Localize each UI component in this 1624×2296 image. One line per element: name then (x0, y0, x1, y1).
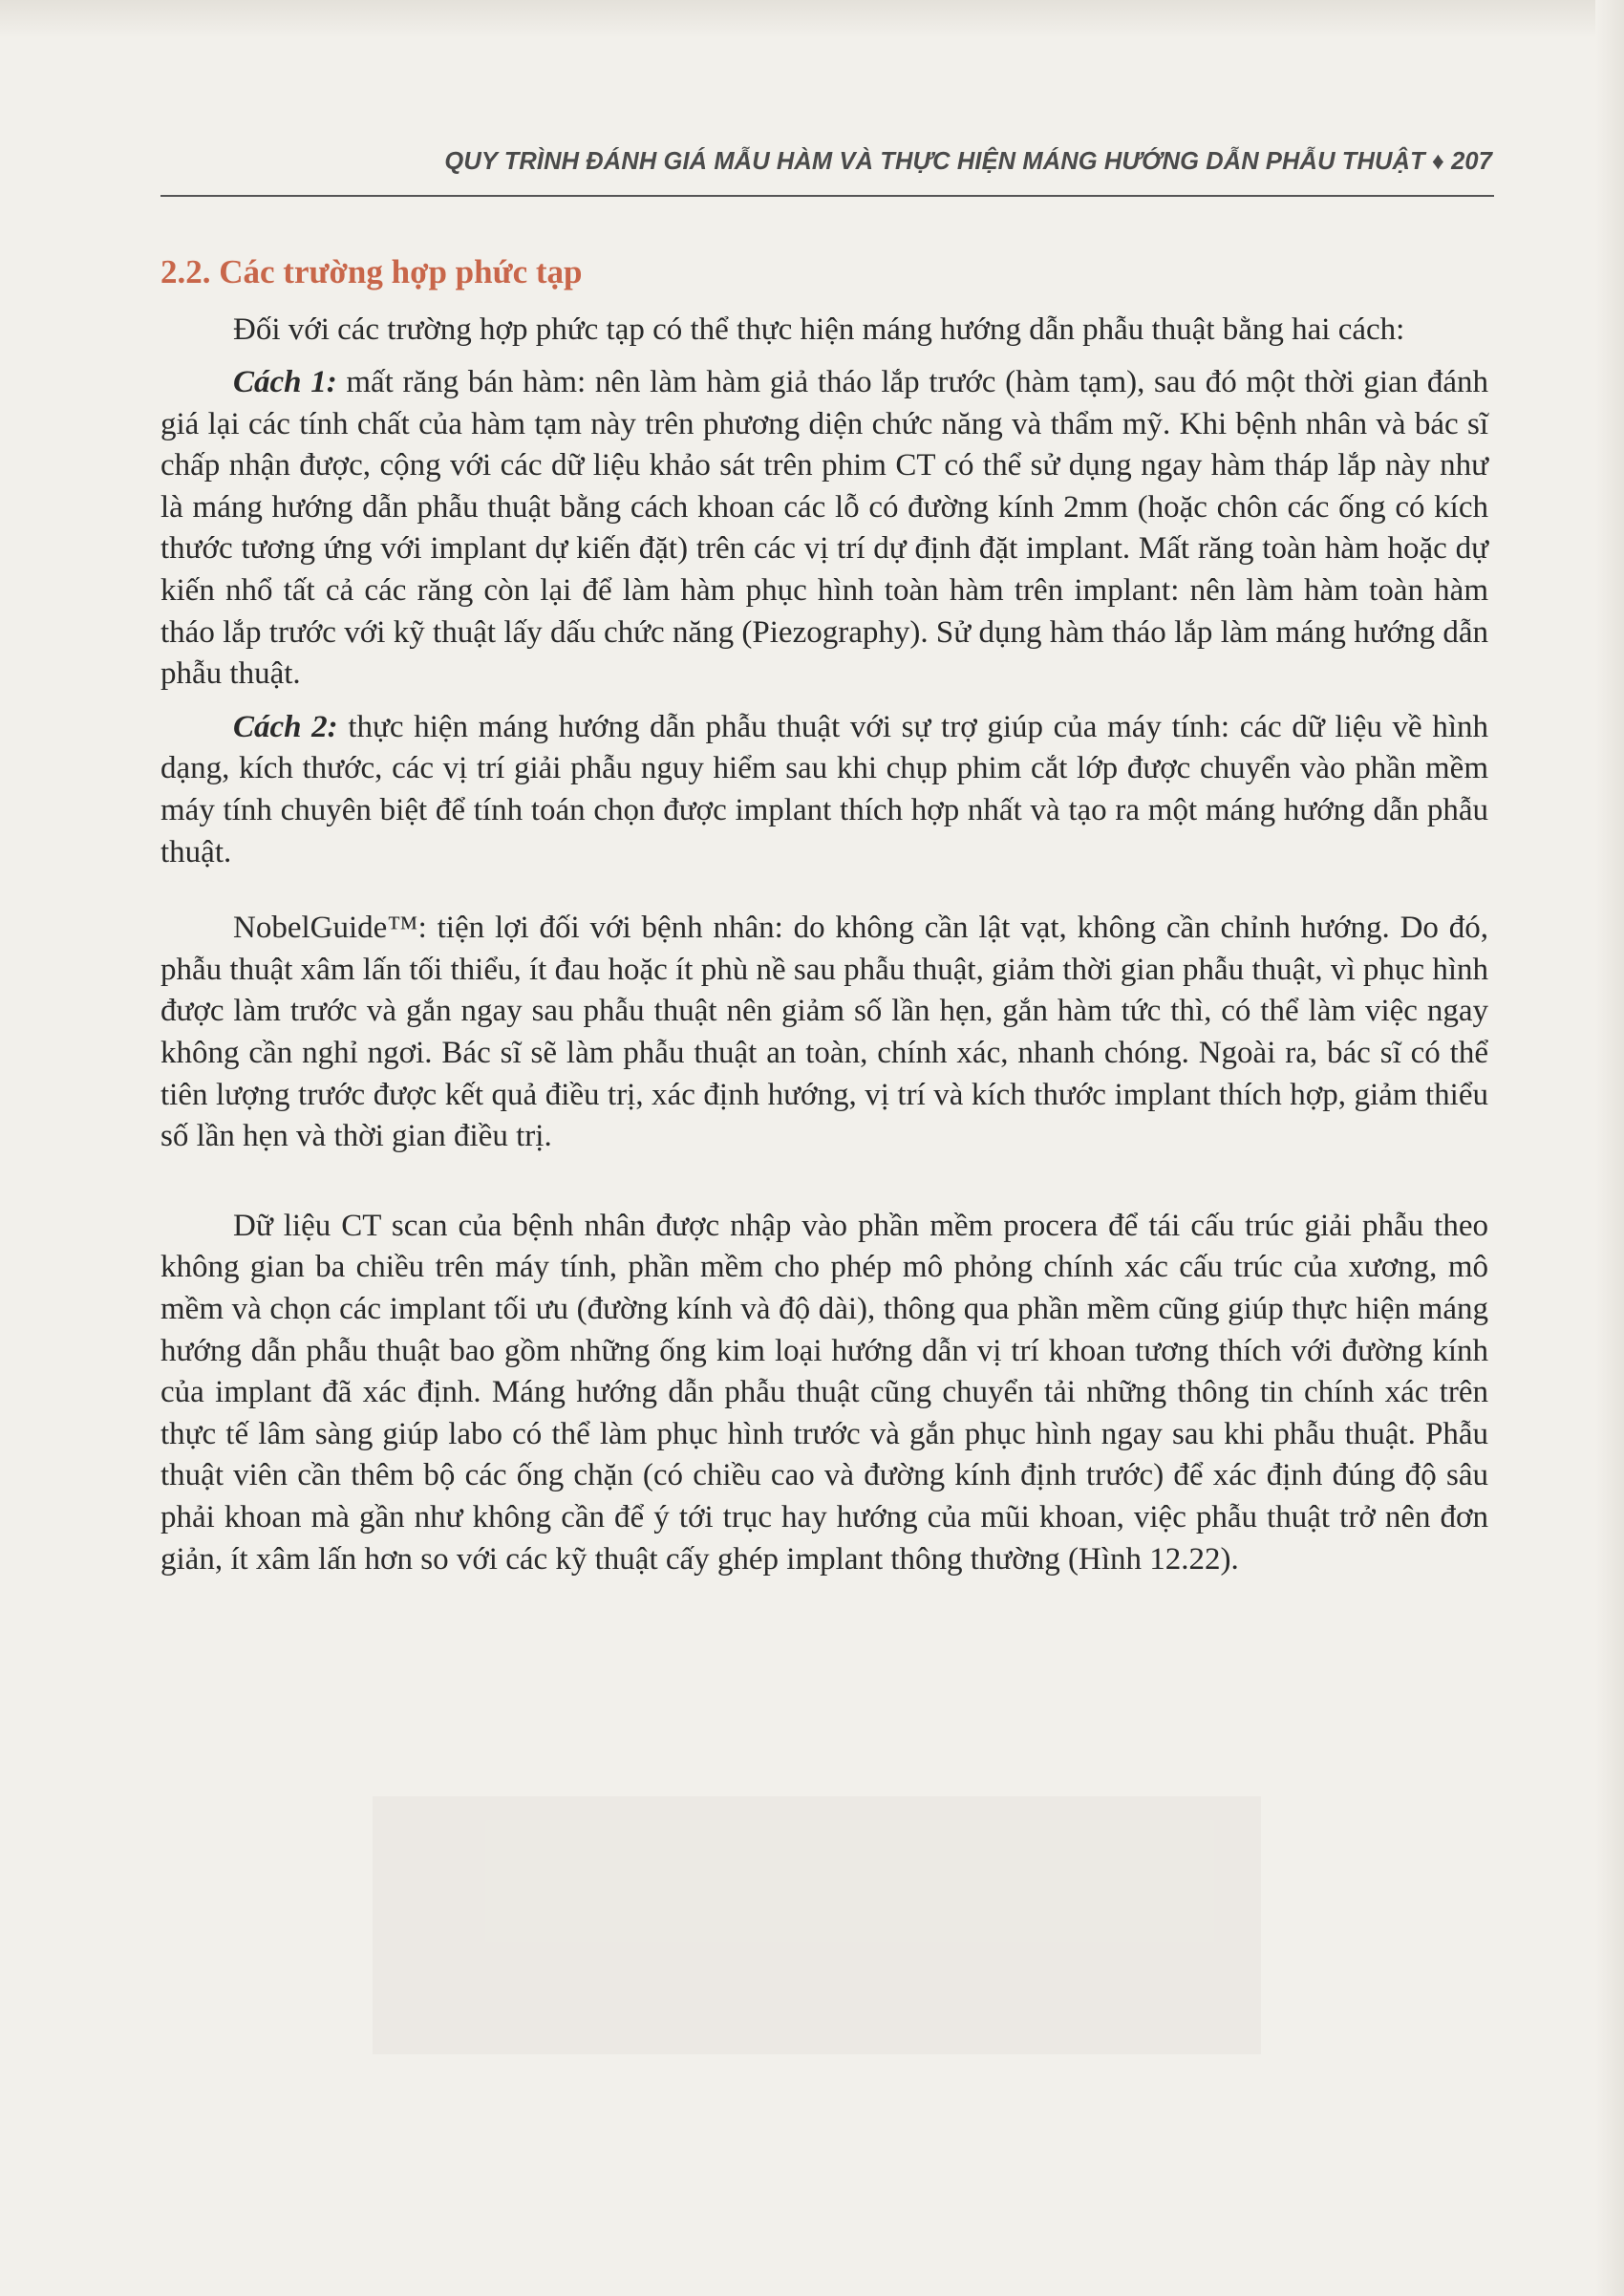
method-1-paragraph (160, 362, 1488, 696)
faint-show-through-area (373, 1796, 1261, 2054)
method-1-text: mất răng bán hàm: nên làm hàm giả tháo lắp trước (hàm tạm), sau đó một thời gian đánh giá lại các tính chất của hàm tạm này trên phương diện chức năng và thẩm mỹ. Khi bệnh nhân và bác sĩ chấp nhận được, cộng với các dữ liệu khảo sát trên phim CT có thể sử dụng ngay hàm tháp lắp này như là máng hướng dẫn phẫu thuật bằng cách khoan các lỗ có đường kính 2mm (hoặc chôn các ống có kích thước tương ứng với implant dự kiến đặt) trên các vị trí dự định đặt implant. Mất răng toàn hàm hoặc dự kiến nhổ tất cả các răng còn lại để làm hàm phục hình toàn hàm trên implant: nên làm hàm toàn hàm tháo lắp trước với kỹ thuật lấy dấu chức năng (Piezography). Sử dụng hàm tháo lắp làm máng hướng dẫn phẫu thuật. (160, 365, 1489, 692)
intro-paragraph: Đối với các trường hợp phức tạp có thể thực hiện máng hướng dẫn phẫu thuật bằng hai cách: (233, 311, 1405, 347)
scan-edge-right (1595, 0, 1624, 2296)
header-rule (160, 195, 1494, 197)
method-2-label: Cách 2: (233, 709, 338, 744)
method-1-label: Cách 1: (233, 365, 337, 400)
method-2-paragraph (160, 707, 1488, 873)
ct-scan-paragraph: Dữ liệu CT scan của bệnh nhân được nhập vào phần mềm procera để tái cấu trúc giải phẫu theo không gian ba chiều trên máy tính, phần mềm cho phép mô phỏng chính xác cấu trúc của xương, mô mềm và chọn các implant tối ưu (đường kính và độ dài), thông qua phần mềm cũng giúp thực hiện máng hướng dẫn phẫu thuật bao gồm những ống kim loại hướng dẫn vị trí khoan tương thích với đường kính của implant đã xác định. Máng hướng dẫn phẫu thuật cũng chuyển tải những thông tin chính xác trên thực tế lâm sàng giúp labo có thể làm phục hình trước và gắn phục hình ngay sau khi phẫu thuật. Phẫu thuật viên cần thêm bộ các ống chặn (có chiều cao và đường kính định trước) để xác định đúng độ sâu phải khoan mà gần như không cần để ý tới trục hay hướng của mũi khoan, việc phẫu thuật trở nên đơn giản, ít xâm lấn hơn so với các kỹ thuật cấy ghép implant thông thường (Hình 12.22). (160, 1208, 1488, 1577)
scan-edge (0, 0, 1624, 38)
nobelguide-paragraph: NobelGuide™: tiện lợi đối với bệnh nhân: do không cần lật vạt, không cần chỉnh hướng. Do đó, phẫu thuật xâm lấn tối thiểu, ít đau hoặc ít phù nề sau phẫu thuật, giảm thời gian phẫu thuật, vì phục hình được làm trước và gắn ngay sau phẫu thuật nên giảm số lần hẹn, gắn hàm tức thì, có thể làm việc ngay không cần nghỉ ngơi. Bác sĩ sẽ làm phẫu thuật an toàn, chính xác, nhanh chóng. Ngoài ra, bác sĩ có thể tiên lượng trước được kết quả điều trị, xác định hướng, vị trí và kích thước implant thích hợp, giảm thiểu số lần hẹn và thời gian điều trị. (160, 911, 1488, 1154)
running-header: QUY TRÌNH ĐÁNH GIÁ MẪU HÀM VÀ THỰC HIỆN MÁNG HƯỚNG DẪN PHẪU THUẬT ♦ 207 (444, 148, 1492, 175)
page-body (160, 250, 1488, 1580)
method-2-text: thực hiện máng hướng dẫn phẫu thuật với sự trợ giúp của máy tính: các dữ liệu về hình dạng, kích thước, các vị trí giải phẫu nguy hiểm sau khi chụp phim cắt lớp được chuyển vào phần mềm máy tính chuyên biệt để tính toán chọn được implant thích hợp nhất và tạo ra một máng hướng dẫn phẫu thuật. (160, 709, 1489, 869)
section-title: 2.2. Các trường hợp phức tạp (160, 253, 583, 290)
